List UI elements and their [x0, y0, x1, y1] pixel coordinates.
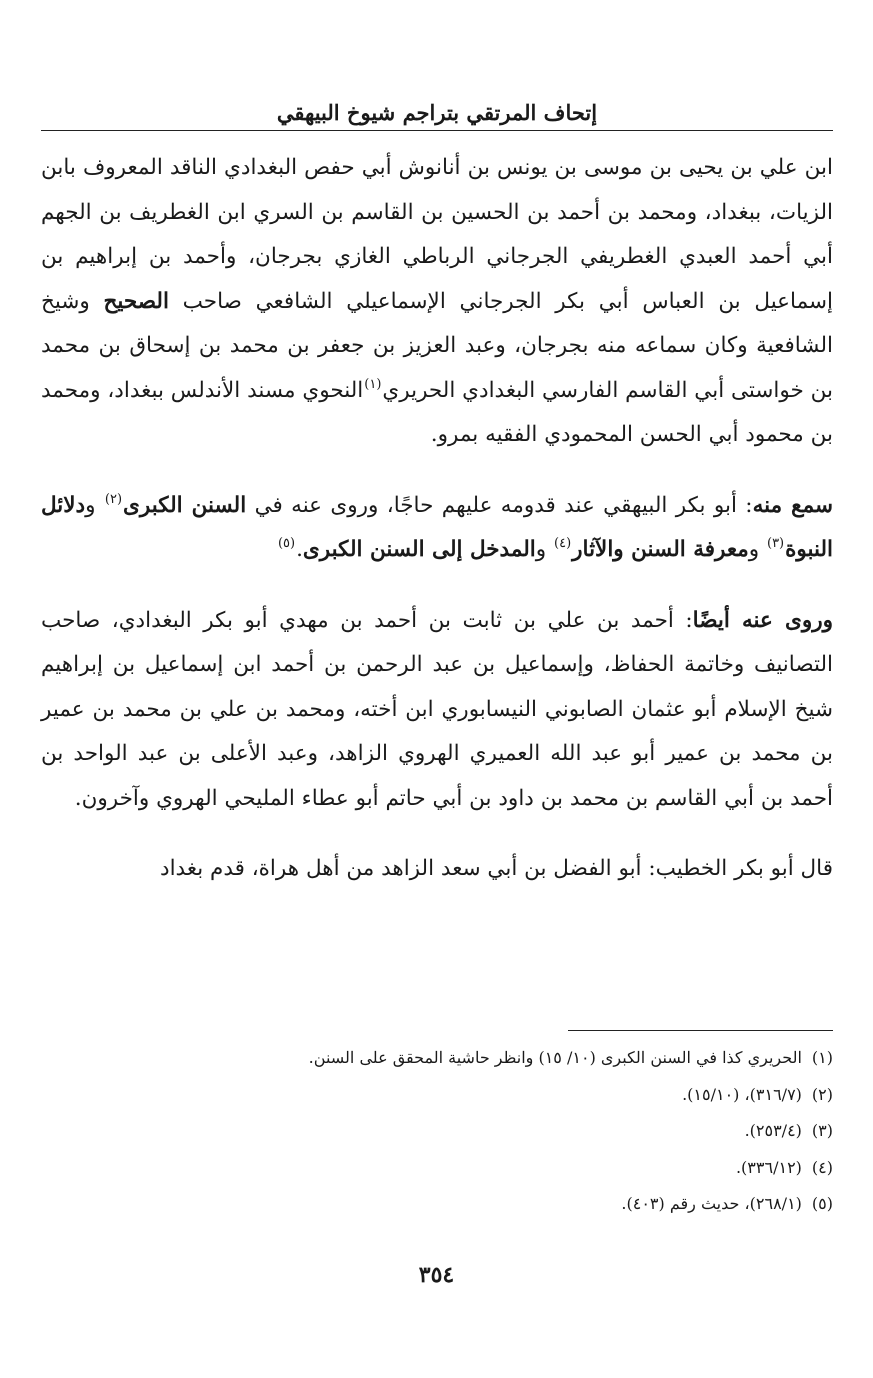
text-run: و	[85, 492, 104, 518]
running-header-title: إتحاف المرتقي بتراجم شيوخ البيهقي	[276, 100, 598, 125]
footnote-item	[41, 1113, 833, 1150]
footnote-number: (١)	[811, 1048, 833, 1067]
paragraph	[41, 484, 833, 573]
text-run: و	[535, 537, 553, 562]
text-run: قال أبو بكر الخطيب: أبو الفضل بن أبي سعد الزاهد من أهل هراة، قدم بغداد	[160, 856, 833, 881]
text-run: و	[748, 537, 766, 562]
text-run: ابن علي بن يحيى بن موسى بن يونس بن أنانوش أبي حفص البغدادي الناقد المعروف بابن الزيات، ببغداد، ومحمد بن أحمد بن الحسين بن القاسم بن السري ابن الغطريف بن الجهم أبي أحمد العبدي الغطريفي الجرجاني الرباطي الغازي بجرجان، وأحمد بن إبراهيم بن إسماعيل بن العباس أبي بكر الجرجاني الإسماعيلي الشافعي صاحب	[41, 155, 833, 314]
bold-term: سمع منه	[752, 492, 834, 518]
text-run: النحوي مسند الأندلس ببغداد، ومحمد بن محمود أبي الحسن المحمودي الفقيه بمرو.	[41, 377, 833, 447]
footnote-ref: (٥)	[277, 536, 296, 551]
footnote-text: (٢٦٨/١)، حديث رقم (٤٠٣).	[621, 1194, 802, 1213]
footnote-number: (٤)	[811, 1157, 833, 1177]
text-run: وشيخ الشافعية وكان سماعه منه بجرجان، وعبد العزيز بن جعفر بن محمد بن إسحاق بن محمد بن خواستى أبي القاسم الفارسي البغدادي الحريري	[41, 288, 833, 403]
text-run: .	[296, 537, 303, 562]
footnote-text: (٣٣٦/١٢).	[735, 1157, 802, 1177]
paragraph	[41, 599, 833, 822]
footnote-item	[41, 1077, 833, 1114]
bold-term: الصحيح	[103, 288, 169, 314]
bold-term: وروى عنه أيضًا	[692, 607, 833, 633]
footnote-ref: (٤)	[554, 536, 572, 551]
footnote-item	[41, 1186, 833, 1223]
text-run: : أحمد بن علي بن ثابت بن أحمد بن مهدي أبو بكر البغدادي، صاحب التصانيف وخاتمة الحفاظ، وإسماعيل بن عبد الرحمن بن أحمد ابن إسماعيل بن إبراهيم شيخ الإسلام أبو عثمان الصابوني النيسابوري ابن أخته، ومحمد بن علي بن محمد بن عمير بن محمد بن عمير أبو عبد الله العميري الهروي الزاهد، وعبد الأعلى بن عبد الواحد بن أحمد بن أبي القاسم بن محمد بن داود بن أبي حاتم أبو عطاء المليحي الهروي وآخرون.	[41, 607, 833, 811]
footnote-number: (٢)	[811, 1084, 833, 1104]
footnote-text: الحريري كذا في السنن الكبرى (١٠/ ١٥) وانظر حاشية المحقق على السنن.	[308, 1048, 802, 1067]
footnote-number: (٣)	[811, 1121, 833, 1140]
footnotes	[41, 1040, 833, 1223]
footnote-ref: (٣)	[766, 536, 785, 551]
page-number: ٣٥٤	[418, 1262, 455, 1288]
footnote-rule	[568, 1030, 833, 1031]
footnote-item	[41, 1040, 833, 1077]
bold-term: دلائل النبوة	[41, 492, 833, 562]
paragraph	[41, 847, 833, 892]
footnote-ref: (١)	[364, 376, 382, 392]
text-run: : أبو بكر البيهقي عند قدومه عليهم حاجًا، وروى عنه في	[246, 492, 753, 518]
footnote-text: (٢٥٣/٤).	[744, 1121, 802, 1140]
body-text	[41, 146, 833, 892]
footnote-number: (٥)	[811, 1194, 833, 1213]
paragraph	[41, 146, 833, 458]
footnote-text: (٣١٦/٧)، (١٥/١٠).	[682, 1084, 802, 1104]
header-rule	[41, 130, 833, 131]
bold-term: المدخل إلى السنن الكبرى	[302, 537, 536, 562]
footnote-item	[41, 1150, 833, 1187]
bold-term: السنن الكبرى	[123, 492, 247, 518]
footnote-ref: (٢)	[104, 491, 123, 507]
bold-term: معرفة السنن والآثار	[572, 537, 749, 562]
